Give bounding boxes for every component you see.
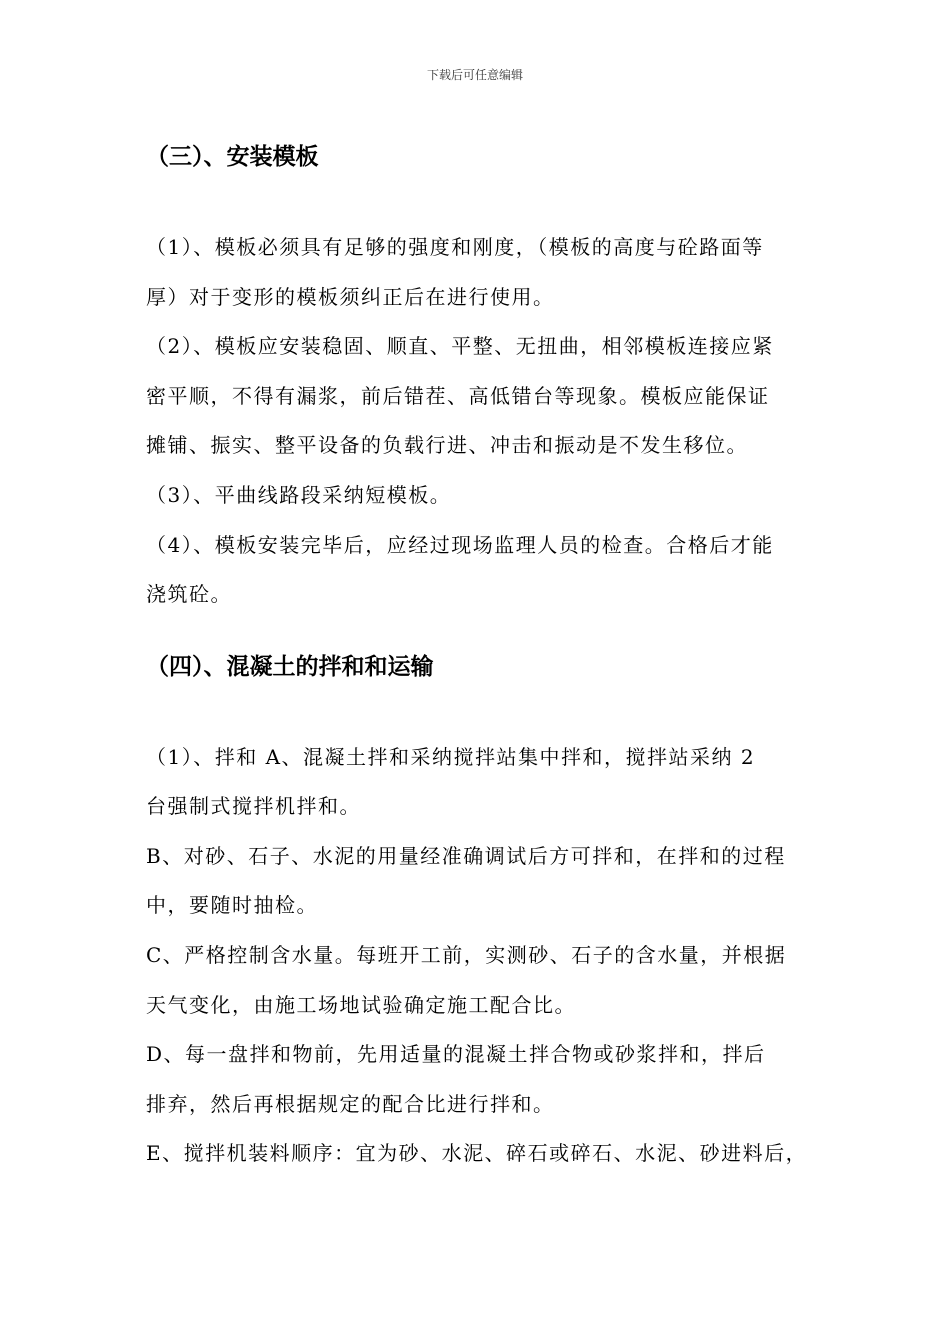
text-line: 排弃，然后再根据规定的配合比进行拌和。 bbox=[146, 1092, 555, 1116]
text-line: 中，要随时抽检。 bbox=[146, 893, 318, 917]
text-line: C、严格控制含水量。每班开工前，实测砂、石子的含水量，并根据 bbox=[146, 943, 787, 967]
page-header: 下载后可任意编辑 bbox=[426, 68, 523, 82]
text-line: （2）、模板应安装稳固、顺直、平整、无扭曲，相邻模板连接应紧 bbox=[146, 334, 774, 358]
text-line: 天气变化，由施工场地试验确定施工配合比。 bbox=[146, 993, 576, 1017]
text-line: （1）、模板必须具有足够的强度和刚度，（模板的高度与砼路面等 bbox=[146, 235, 764, 259]
text-line: （4）、模板安装完毕后，应经过现场监理人员的检查。合格后才能 bbox=[146, 533, 774, 557]
text-line: E、搅拌机装料顺序：宜为砂、水泥、碎石或碎石、水泥、砂进料后， bbox=[146, 1141, 808, 1165]
text-line: 厚）对于变形的模板须纠正后在进行使用。 bbox=[146, 285, 555, 309]
text-line: B、对砂、石子、水泥的用量经准确调试后方可拌和，在拌和的过程 bbox=[146, 844, 786, 868]
text-line: 摊铺、振实、整平设备的负载行进、冲击和振动是不发生移位。 bbox=[146, 433, 748, 457]
text-line: D、每一盘拌和物前，先用适量的混凝土拌合物或砂浆拌和，拌后 bbox=[146, 1042, 766, 1066]
section-heading: （四）、混凝土的拌和和运输 bbox=[146, 653, 434, 680]
text-line: 密平顺，不得有漏浆，前后错茬、高低错台等现象。模板应能保证 bbox=[146, 384, 770, 408]
text-line: （3）、平曲线路段采纳短模板。 bbox=[146, 483, 452, 507]
text-line: （1）、拌和 A、混凝土拌和采纳搅拌站集中拌和，搅拌站采纳 2 bbox=[146, 745, 756, 769]
text-line: 台强制式搅拌机拌和。 bbox=[146, 794, 361, 818]
text-line: 浇筑砼。 bbox=[146, 582, 232, 606]
section-heading: （三）、安装模板 bbox=[146, 143, 319, 170]
